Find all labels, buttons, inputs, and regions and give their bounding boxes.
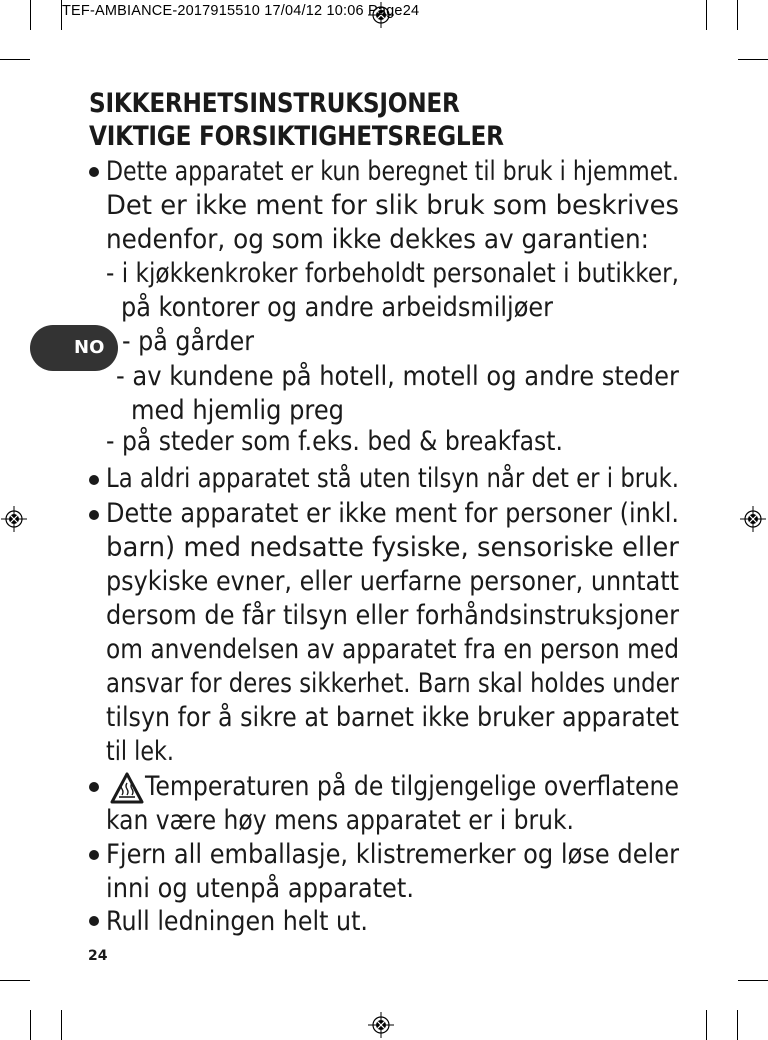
language-tab: NO bbox=[30, 325, 118, 371]
bullet-marker bbox=[89, 510, 99, 520]
text-line: om anvendelsen av apparatet fra en person med bbox=[106, 634, 679, 665]
crop-mark bbox=[706, 1010, 707, 1040]
crop-mark bbox=[737, 1010, 738, 1040]
bullet-marker bbox=[89, 782, 99, 792]
bullet-marker bbox=[89, 475, 99, 485]
text-line: Fjern all emballasje, klistremerker og løse deler bbox=[106, 839, 680, 870]
text-line: psykiske evner, eller uerfarne personer, unntatt bbox=[106, 566, 680, 597]
text-line: Dette apparatet er ikke ment for personer (inkl. bbox=[106, 498, 680, 529]
text-line: kan være høy mens apparatet er i bruk. bbox=[106, 805, 575, 836]
text-line: på kontorer og andre arbeidsmiljøer bbox=[121, 292, 553, 323]
bullet-marker bbox=[89, 167, 99, 177]
bullet-marker bbox=[89, 916, 99, 926]
text-line: ansvar for deres sikkerhet. Barn skal holdes under bbox=[106, 668, 679, 699]
text-line: Det er ikke ment for slik bruk som beskrives bbox=[106, 190, 680, 221]
printer-slug: TEF-AMBIANCE-2017915510 17/04/12 10:06 Page24 bbox=[62, 3, 420, 19]
registration-mark-icon bbox=[1, 506, 27, 532]
text-line: Rull ledningen helt ut. bbox=[106, 906, 368, 937]
text-line: nedenfor, og som ikke dekkes av garantien: bbox=[106, 224, 649, 255]
text-line: dersom de får tilsyn eller forhåndsinstruksjoner bbox=[106, 600, 679, 631]
text-line: inni og utenpå apparatet. bbox=[106, 873, 414, 904]
crop-mark bbox=[0, 980, 30, 981]
text-line: - i kjøkkenkroker forbeholdt personalet i butikker, bbox=[106, 258, 680, 289]
hot-surface-warning-icon bbox=[110, 772, 144, 804]
text-line: barn) med nedsatte fysiske, sensoriske eller bbox=[106, 532, 679, 563]
text-line: La aldri apparatet stå uten tilsyn når det er i bruk. bbox=[106, 463, 680, 494]
crop-mark bbox=[30, 0, 31, 30]
text-line: Dette apparatet er kun beregnet til bruk i hjemmet. bbox=[106, 156, 680, 187]
text-line: - på steder som f.eks. bed & breakfast. bbox=[106, 426, 563, 457]
section-title: SIKKERHETSINSTRUKSJONER bbox=[89, 88, 460, 119]
text-line: til lek. bbox=[106, 736, 175, 767]
crop-mark bbox=[738, 59, 768, 60]
text-line: med hjemlig preg bbox=[131, 395, 344, 426]
page-number: 24 bbox=[88, 948, 108, 964]
crop-mark bbox=[706, 0, 707, 30]
crop-mark bbox=[30, 1010, 31, 1040]
section-subtitle: VIKTIGE FORSIKTIGHETSREGLER bbox=[89, 121, 504, 152]
crop-mark bbox=[0, 59, 30, 60]
text-line: - på gårder bbox=[122, 326, 255, 357]
text-line: Temperaturen på de tilgjengelige overflatene bbox=[145, 771, 679, 802]
registration-mark-icon bbox=[368, 1012, 394, 1038]
bullet-marker bbox=[89, 850, 99, 860]
text-line: - av kundene på hotell, motell og andre steder bbox=[116, 361, 679, 392]
text-line: tilsyn for å sikre at barnet ikke bruker apparatet bbox=[106, 702, 680, 733]
crop-mark bbox=[738, 980, 768, 981]
crop-mark bbox=[61, 1010, 62, 1040]
crop-mark bbox=[737, 0, 738, 30]
registration-mark-icon bbox=[740, 506, 766, 532]
